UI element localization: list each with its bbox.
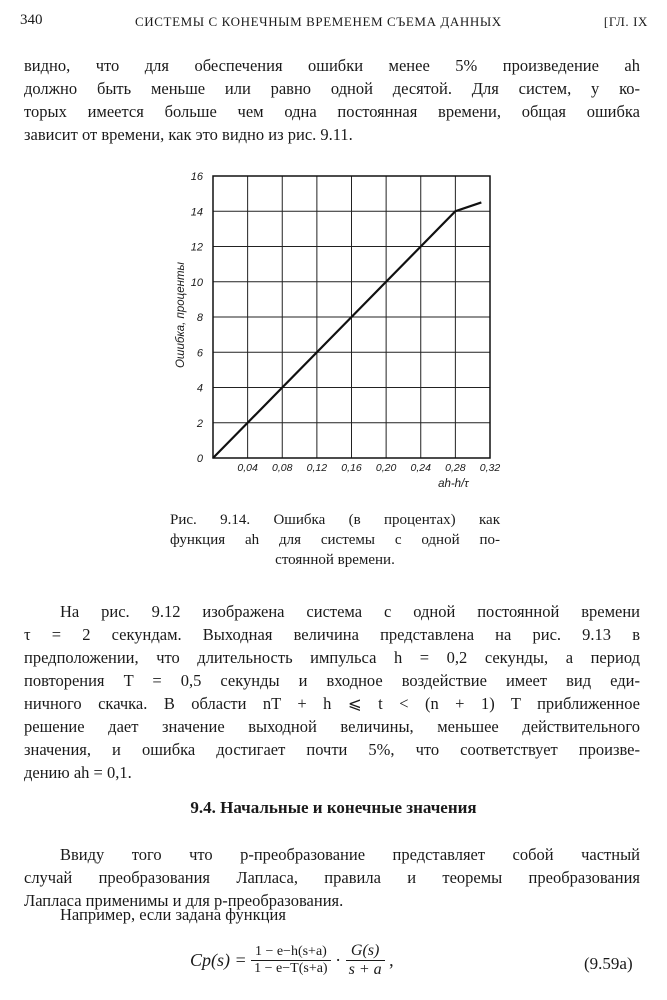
text-line: дению ah = 0,1. [24,763,132,782]
formula-9-59a [190,942,490,992]
text-line: На рис. 9.12 изображена система с одной постоянной времени [60,602,640,621]
figure-caption [170,510,500,570]
y-tick-label: 2 [196,417,203,430]
caption-line: Рис. 9.14. Ошибка (в процентах) как [170,512,500,528]
text-line: τ = 2 секундам. Выходная величина представлена на рис. 9.13 в [24,625,640,644]
running-title: СИСТЕМЫ С КОНЕЧНЫМ ВРЕМЕНЕМ СЪЕМА ДАННЫХ [135,14,502,29]
fraction-numerator: 1 − e−h(s+a) [251,944,330,961]
x-tick-label: 0,08 [272,462,293,474]
caption-line: стоянной времени. [275,552,395,568]
x-tick-label: 0,12 [306,462,328,474]
y-tick-label: 10 [190,276,203,289]
fraction-numerator: G(s) [346,942,385,961]
x-tick-label: 0,16 [341,462,362,474]
formula-fraction-1 [251,944,330,977]
text-line: торых имеется больше чем одна постоянная времени, общая ошибка [24,102,640,121]
x-tick-label: 0,32 [479,462,501,474]
x-axis-label: ah-h/τ [438,478,469,490]
fraction-denominator: s + a [348,961,382,978]
text-line: Например, если задана функция [60,905,286,924]
formula-tail: , [389,950,394,970]
paragraph-function-intro [24,903,640,926]
y-tick-label: 16 [190,171,203,183]
formula-dot: · [335,950,342,970]
x-tick-label: 0,04 [237,462,258,474]
text-line: зависит от времени, как это видно из рис. 9.11. [24,125,353,144]
series-line-error [213,202,481,458]
paragraph-intro [24,54,640,146]
paragraph-example [24,600,640,784]
error-chart [170,168,510,496]
text-line: решение дает значение выходной величины, меньшее действительного [24,717,640,736]
y-tick-label: 14 [190,206,203,219]
text-line: повторения T = 0,5 секунды и входное воздействие имеет вид еди- [24,671,640,690]
text-line: Лапласа применимы и для p-преобразования. [24,891,344,910]
x-tick-label: 0,28 [445,462,466,474]
fraction-denominator: 1 − e−T(s+a) [254,961,328,976]
y-axis-label: Ошибка, проценты [175,261,187,369]
y-tick-label: 12 [190,241,203,254]
x-tick-label: 0,24 [410,462,431,474]
running-head [20,12,648,34]
page-number: 340 [20,12,43,28]
paragraph-p-transform [24,843,640,912]
y-tick-label: 0 [196,453,203,465]
x-tick-label: 0,20 [375,462,397,474]
text-line: Ввиду того что p-преобразование представляет собой частный [60,845,640,864]
text-line: случай преобразования Лапласа, правила и теоремы преобразования [24,868,640,887]
text-line: должно быть меньше или равно одной десятой. Для систем, у ко- [24,79,640,98]
chapter-label: [ГЛ. IX [603,14,648,29]
text-line: видно, что для обеспечения ошибки менее 5% произведение ah [24,56,640,75]
y-tick-label: 8 [196,312,203,324]
text-line: значения, и ошибка достигает почти 5%, что соответствует произве- [24,740,640,759]
text-line: ничного скачка. В области nT + h ⩽ t < (n + 1) T приближенное [24,694,640,713]
equation-number: (9.59a) [584,954,633,973]
caption-line: функция ah для системы с одной по- [170,532,500,548]
section-heading: 9.4. Начальные и конечные значения [190,798,477,817]
y-tick-label: 6 [196,347,203,360]
y-tick-label: 4 [196,382,203,395]
formula-lhs: Cp(s) = [190,950,247,970]
formula-fraction-2 [346,942,385,979]
text-line: предположении, что длительность импульса h = 0,2 секунды, а период [24,648,640,667]
